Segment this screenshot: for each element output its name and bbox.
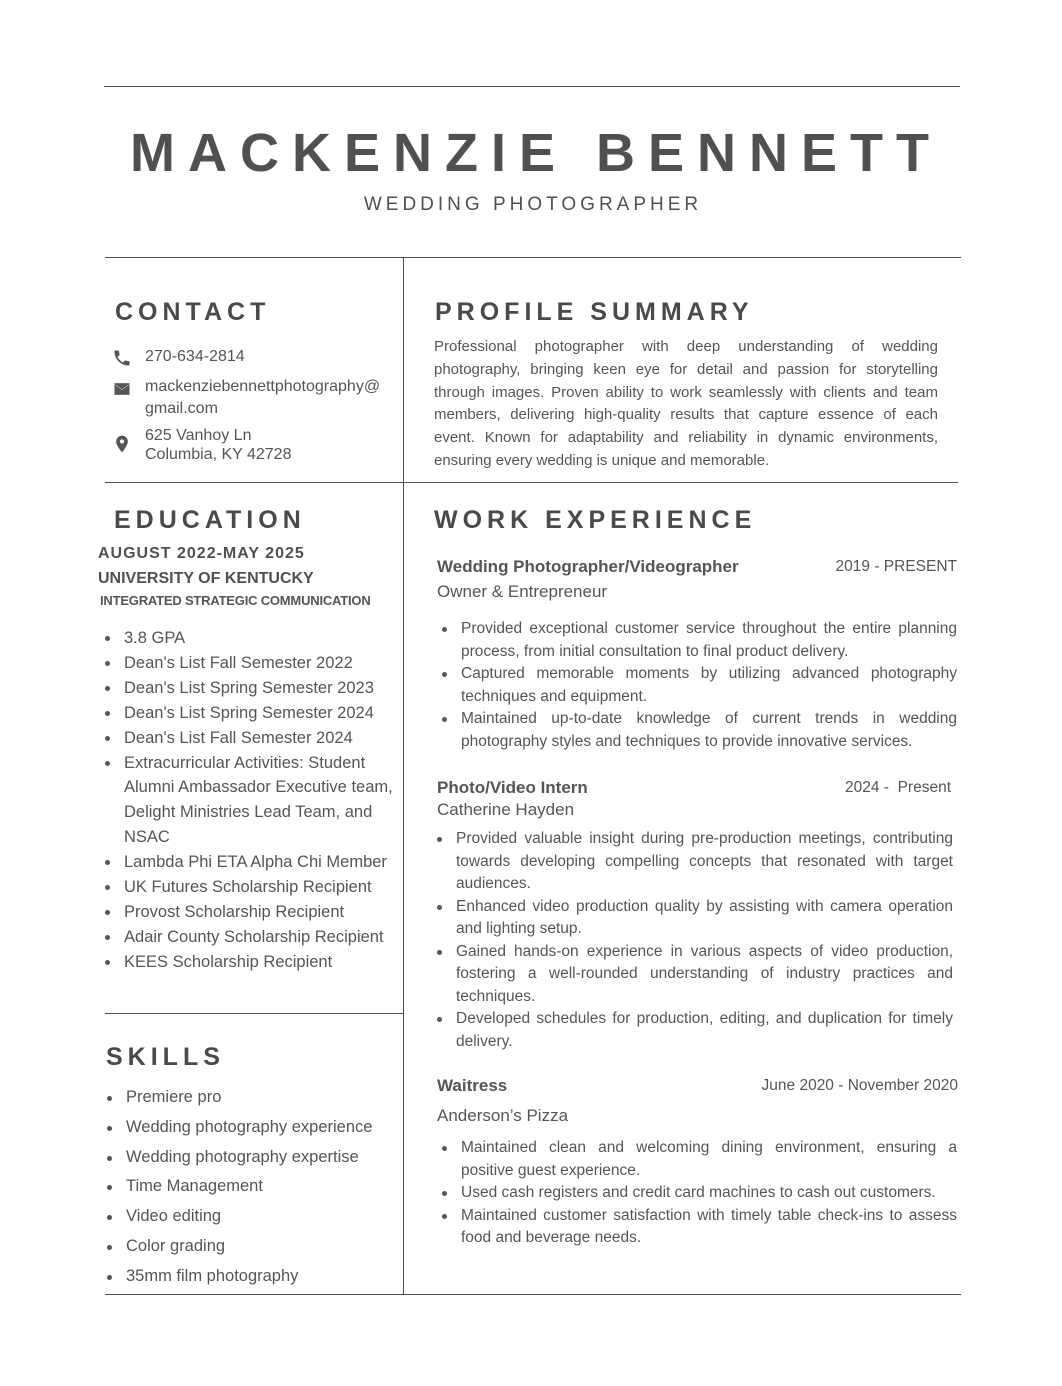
- list-item: 3.8 GPA: [100, 626, 395, 651]
- job-3-bullets: [437, 1137, 957, 1250]
- list-item: Provost Scholarship Recipient: [100, 900, 395, 925]
- list-item: Captured memorable moments by utilizing advanced photography techniques and equipment.: [437, 663, 957, 708]
- job-2-org: Catherine Hayden: [437, 800, 575, 819]
- contact-heading: CONTACT: [115, 298, 270, 327]
- job-1-org: Owner & Entrepreneur: [437, 582, 608, 601]
- list-item: Video editing: [102, 1202, 397, 1232]
- list-item: Developed schedules for production, editing, and duplication for timely delivery.: [432, 1008, 953, 1053]
- contact-bottom-rule: [105, 482, 403, 483]
- list-item: Time Management: [102, 1172, 397, 1202]
- work-heading: WORK EXPERIENCE: [434, 506, 756, 535]
- list-item: Dean's List Fall Semester 2024: [100, 726, 395, 751]
- list-item: Wedding photography experience: [102, 1113, 397, 1143]
- candidate-name: MACKENZIE BENNETT: [130, 123, 942, 183]
- job-2-bullets: [432, 828, 953, 1053]
- phone-icon: [112, 348, 132, 368]
- education-dates: AUGUST 2022-MAY 2025: [98, 545, 305, 562]
- list-item: Maintained clean and welcoming dining environment, ensuring a positive guest experience.: [437, 1137, 957, 1182]
- job-2-dates: 2024 - Present: [845, 779, 951, 796]
- top-rule: [104, 86, 960, 87]
- list-item: Adair County Scholarship Recipient: [100, 925, 395, 950]
- job-title-header: WEDDING PHOTOGRAPHER: [363, 194, 703, 215]
- job-3-dates: June 2020 - November 2020: [761, 1077, 958, 1094]
- education-heading: EDUCATION: [114, 506, 306, 535]
- address-line-2: Columbia, KY 42728: [145, 446, 292, 463]
- profile-bottom-rule: [403, 482, 958, 483]
- email-line-2: gmail.com: [145, 400, 218, 417]
- email-line-1: mackenziebennettphotography@: [145, 378, 381, 395]
- list-item: Extracurricular Activities: Student Alumni Ambassador Executive team, Delight Ministries Lead Team, and NSAC: [100, 751, 395, 851]
- mail-icon: [112, 379, 132, 399]
- list-item: Used cash registers and credit card machines to cash out customers.: [437, 1182, 957, 1205]
- column-divider: [403, 257, 404, 1294]
- list-item: 35mm film photography: [102, 1262, 397, 1292]
- profile-heading: PROFILE SUMMARY: [435, 298, 754, 327]
- list-item: Maintained up-to-date knowledge of current trends in wedding photography styles and techniques to provide innovative services.: [437, 708, 957, 753]
- list-item: Maintained customer satisfaction with timely table check-ins to assess food and beverage needs.: [437, 1205, 957, 1250]
- profile-summary-text: Professional photographer with deep understanding of wedding photography, bringing keen eye for detail and passion for storytelling through images. Proven ability to work seamlessly with clients and team members, delivering high-quality results that capture essence of each event. Known for adaptability and reliability in dynamic environments, ensuring every wedding is unique and memorable.: [434, 338, 938, 469]
- list-item: Wedding photography expertise: [102, 1143, 397, 1173]
- education-school: UNIVERSITY OF KENTUCKY: [98, 570, 314, 587]
- list-item: Dean's List Fall Semester 2022: [100, 651, 395, 676]
- job-1-bullets: [437, 618, 957, 753]
- list-item: Provided valuable insight during pre-production meetings, contributing towards developing compelling concepts that resonated with target audiences.: [432, 828, 953, 896]
- job-3-title: Waitress: [437, 1076, 508, 1095]
- list-item: Lambda Phi ETA Alpha Chi Member: [100, 850, 395, 875]
- list-item: Enhanced video production quality by assisting with camera operation and lighting setup.: [432, 896, 953, 941]
- list-item: KEES Scholarship Recipient: [100, 950, 395, 975]
- bottom-rule: [105, 1294, 961, 1295]
- list-item: Dean's List Spring Semester 2023: [100, 676, 395, 701]
- skills-heading: SKILLS: [106, 1043, 225, 1072]
- education-list: [100, 626, 395, 975]
- address-line-1: 625 Vanhoy Ln: [145, 427, 252, 444]
- education-bottom-rule: [105, 1013, 403, 1014]
- list-item: Gained hands-on experience in various aspects of video production, fostering a well-rounded understanding of industry practices and techniques.: [432, 941, 953, 1009]
- header-bottom-rule: [105, 257, 961, 258]
- list-item: Provided exceptional customer service throughout the entire planning process, from initial consultation to final product delivery.: [437, 618, 957, 663]
- skills-list: [102, 1083, 397, 1292]
- list-item: UK Futures Scholarship Recipient: [100, 875, 395, 900]
- list-item: Dean's List Spring Semester 2024: [100, 701, 395, 726]
- list-item: Color grading: [102, 1232, 397, 1262]
- list-item: Premiere pro: [102, 1083, 397, 1113]
- job-2-title: Photo/Video Intern: [437, 778, 588, 797]
- job-1-dates: 2019 - PRESENT: [835, 558, 957, 575]
- job-1-title: Wedding Photographer/Videographer: [437, 557, 739, 576]
- job-3-org: Anderson’s Pizza: [437, 1106, 569, 1125]
- education-major: INTEGRATED STRATEGIC COMMUNICATION: [100, 593, 371, 608]
- phone-value: 270-634-2814: [145, 348, 245, 365]
- location-pin-icon: [112, 432, 132, 456]
